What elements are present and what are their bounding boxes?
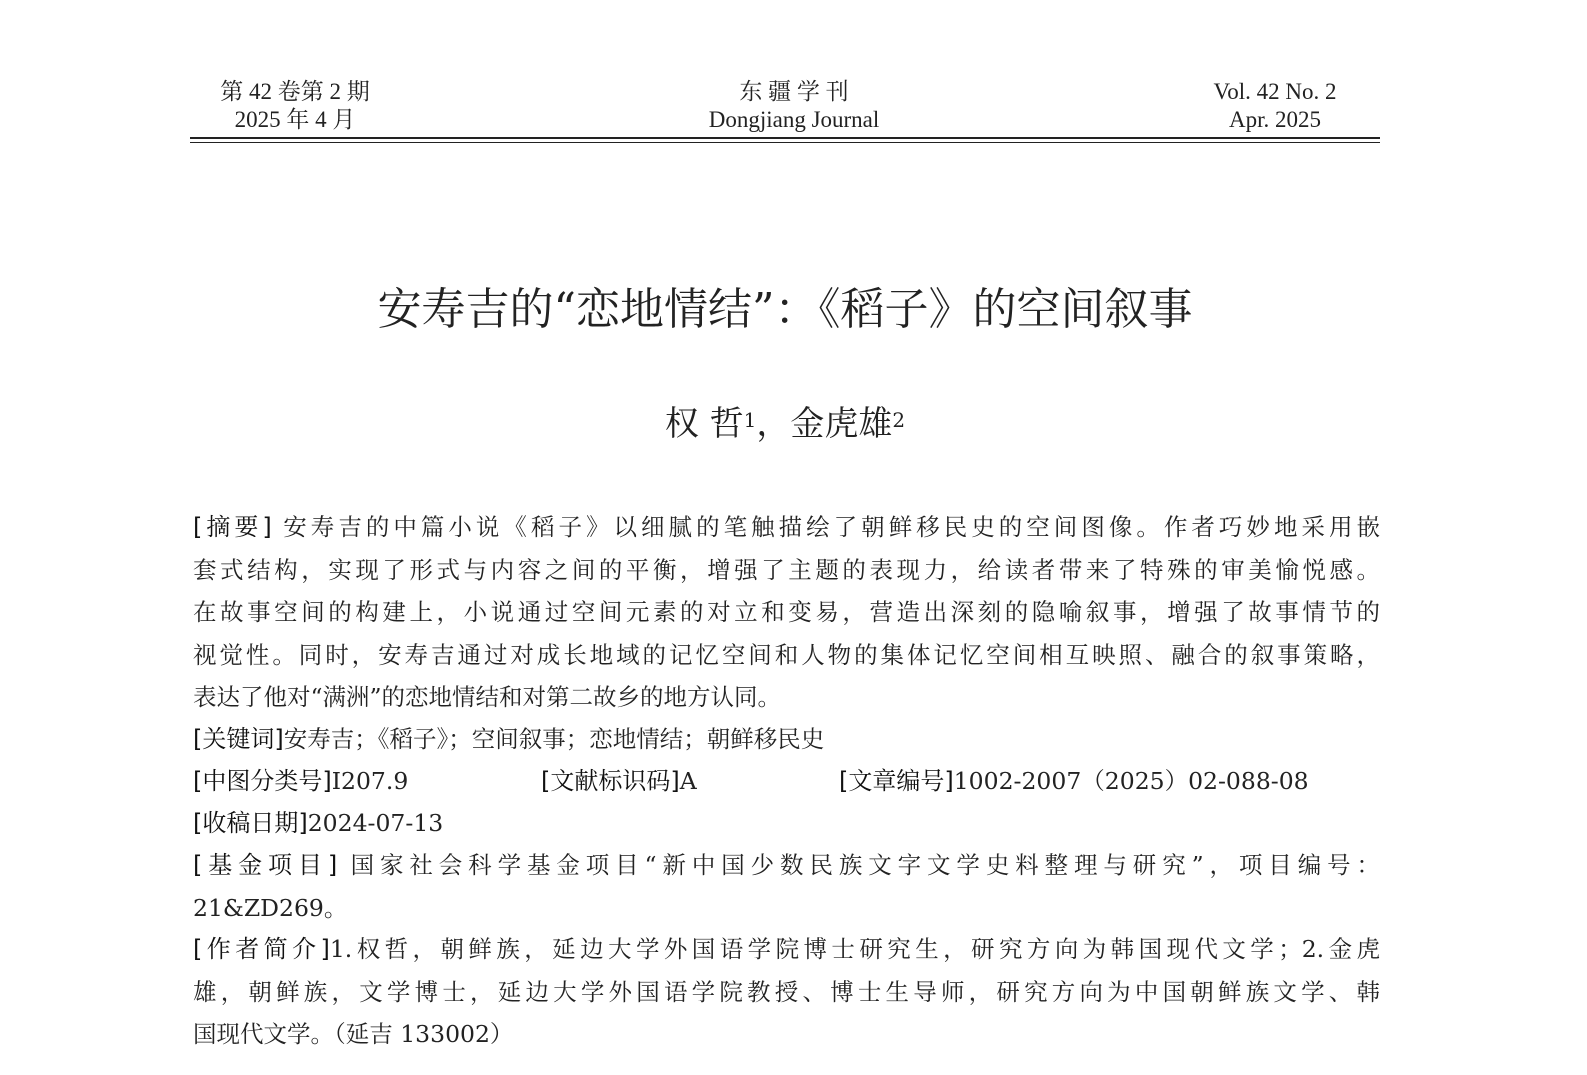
- bio-line: 雄，朝鲜族，文学博士，延边大学外国语学院教授、博士生导师，研究方向为中国朝鲜族文学、韩: [193, 977, 1380, 1006]
- publication-date-en: Apr. 2025: [1229, 107, 1321, 132]
- keywords-line: [193, 718, 1380, 761]
- bio-label: [作者简介]: [193, 935, 330, 963]
- journal-issue-info-en: [1185, 78, 1365, 134]
- author-name: 金虎雄: [790, 404, 893, 444]
- volume-issue-cn: 第 42 卷第 2 期: [220, 79, 370, 104]
- header-rule-thin: [190, 142, 1380, 143]
- article-title: 安寿吉的“恋地情结”：《稻子》的空间叙事: [377, 284, 1193, 335]
- abstract-line: 视觉性。同时，安寿吉通过对成长地域的记忆空间和人物的集体记忆空间相互映照、融合的叙事策略，: [193, 640, 1380, 669]
- bio-line: [193, 928, 1380, 971]
- document-code-label: [文献标识码]: [541, 767, 680, 795]
- document-code-value: A: [679, 767, 697, 795]
- abstract-text: 安寿吉的中篇小说《稻子》以细腻的笔触描绘了朝鲜移民史的空间图像。作者巧妙地采用嵌: [271, 513, 1380, 541]
- received-label: [收稿日期]: [193, 809, 308, 837]
- journal-name: [634, 78, 954, 134]
- received-value: 2024-07-13: [307, 809, 444, 837]
- fund-text: 国家社会科学基金项目“新中国少数民族文字文学史料整理与研究”，项目编号：: [337, 851, 1380, 879]
- abstract-line: 表达了他对“满洲”的恋地情结和对第二故乡的地方认同。: [193, 683, 782, 711]
- clc-value: I207.9: [331, 767, 409, 795]
- header-rule-thick: [190, 137, 1380, 139]
- author-separator: ，: [756, 404, 791, 444]
- keywords-label: [关键词]: [193, 725, 284, 753]
- bio-text: 1.权哲，朝鲜族，延边大学外国语学院博士研究生，研究方向为韩国现代文学；2.金虎: [329, 935, 1380, 963]
- received-line: [193, 802, 1380, 845]
- keywords-value: 安寿吉；《稻子》；空间叙事；恋地情结；朝鲜移民史: [283, 725, 825, 753]
- author-bio: [193, 928, 1380, 1056]
- author-line: [190, 402, 1380, 446]
- author-affiliation-mark: 2: [892, 408, 906, 432]
- abstract-line: [193, 506, 1380, 549]
- fund-line: 21&ZD269。: [193, 893, 348, 922]
- keywords: [193, 718, 1380, 761]
- volume-issue-en: Vol. 42 No. 2: [1213, 79, 1337, 104]
- bio-line: 国现代文学。（延吉 133002）: [193, 1020, 514, 1048]
- publication-date-cn: 2025 年 4 月: [234, 107, 356, 132]
- fund-line: [193, 844, 1380, 887]
- article-number: [839, 760, 1309, 803]
- journal-name-en: Dongjiang Journal: [708, 107, 880, 132]
- article-number-label: [文章编号]: [839, 767, 954, 795]
- clc-label: [中图分类号]: [193, 767, 332, 795]
- abstract: [193, 506, 1380, 719]
- abstract-label: [摘要]: [193, 513, 272, 541]
- abstract-line: 在故事空间的构建上，小说通过空间元素的对立和变易，营造出深刻的隐喻叙事，增强了故事情节的: [193, 598, 1380, 626]
- journal-name-cn: 东 疆 学 刊: [739, 79, 849, 104]
- classification-row: [193, 760, 1380, 803]
- fund-label: [基金项目]: [193, 851, 338, 879]
- abstract-line: 套式结构，实现了形式与内容之间的平衡，增强了主题的表现力，给读者带来了特殊的审美愉悦感。: [193, 555, 1380, 584]
- article-number-value: 1002-2007（2025）02-088-08: [953, 767, 1309, 795]
- fund-project: [193, 844, 1380, 929]
- author-affiliation-mark: 1: [743, 408, 757, 432]
- clc-number: [193, 760, 408, 803]
- document-code: [541, 760, 697, 803]
- journal-issue-info: [205, 78, 385, 134]
- author-name: 权 哲: [664, 404, 744, 444]
- received-date: [193, 802, 1380, 845]
